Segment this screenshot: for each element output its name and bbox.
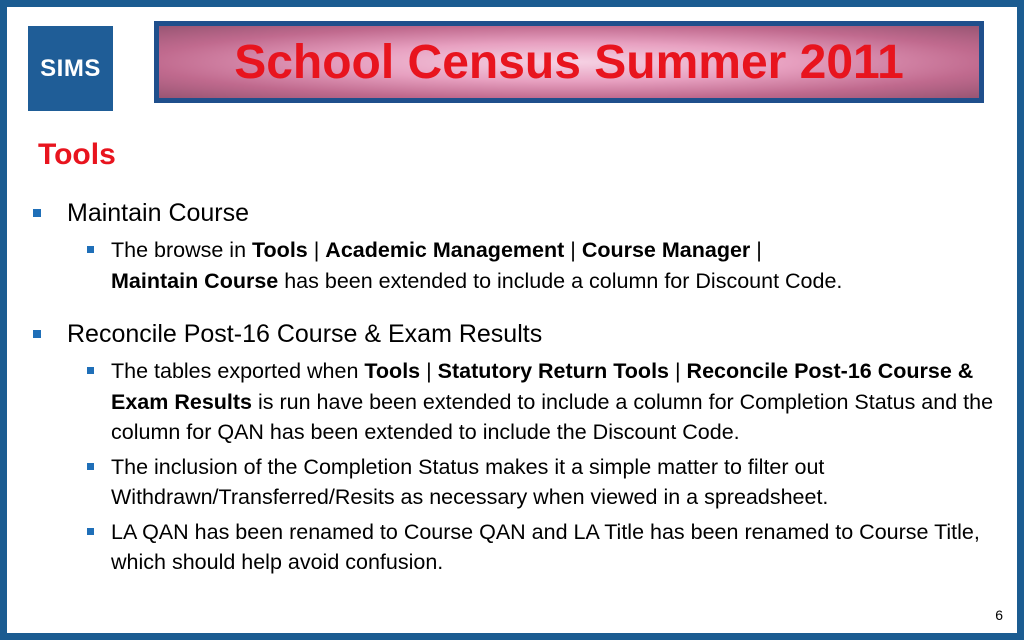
list-item-heading: Reconcile Post-16 Course & Exam Results [67, 320, 543, 348]
page-number: 6 [995, 607, 1003, 623]
text-run: | [307, 238, 326, 262]
sub-list-item [111, 517, 1002, 578]
text-run: The browse in [111, 238, 253, 262]
text-run: has been extended to include a column for Discount Code. [278, 268, 843, 293]
square-bullet-icon [87, 463, 94, 470]
text-run: The tables exported when [111, 359, 365, 383]
menu-path-maintain-course: Maintain Course [111, 268, 279, 293]
sub-list-item [111, 452, 1002, 513]
text-run: is run have been extended to include a column for Completion Status and the column for QAN has been extended to include the Discount Code. [111, 389, 994, 444]
text-run: | [669, 359, 687, 383]
text-run: | [750, 238, 762, 262]
menu-path-academic-management: Academic Management [325, 238, 565, 262]
square-bullet-icon [87, 528, 94, 535]
sims-logo [28, 26, 113, 111]
list-item-heading: Maintain Course [67, 199, 250, 227]
menu-path-tools: Tools [252, 238, 308, 262]
sub-list-item [111, 356, 1002, 448]
content-list [27, 197, 1002, 578]
text-run: The inclusion of the Completion Status makes it a simple matter to filter out Withdrawn/Transferred/Resits as necessary when viewed in a spreadsheet. [111, 454, 829, 509]
page-title: School Census Summer 2011 [234, 35, 904, 89]
logo-text: SIMS [40, 54, 101, 82]
square-bullet-icon [87, 246, 94, 253]
sub-list-item [111, 235, 1002, 296]
menu-path-statutory-return-tools: Statutory Return Tools [437, 359, 669, 383]
title-banner [154, 21, 984, 103]
text-run: | [420, 359, 438, 383]
list-item-reconcile-post16 [27, 318, 1002, 350]
list-item-maintain-course [27, 197, 1002, 229]
section-title: Tools [38, 138, 116, 171]
menu-path-reconcile: Reconcile Post-16 Course & Exam Results [111, 359, 974, 414]
text-run: LA QAN has been renamed to Course QAN and LA Title has been renamed to Course Title, which should help avoid confusion. [111, 519, 980, 574]
text-run: | [564, 238, 582, 262]
square-bullet-icon [87, 367, 94, 374]
menu-path-course-manager: Course Manager [581, 238, 751, 262]
menu-path-tools: Tools [364, 359, 421, 383]
